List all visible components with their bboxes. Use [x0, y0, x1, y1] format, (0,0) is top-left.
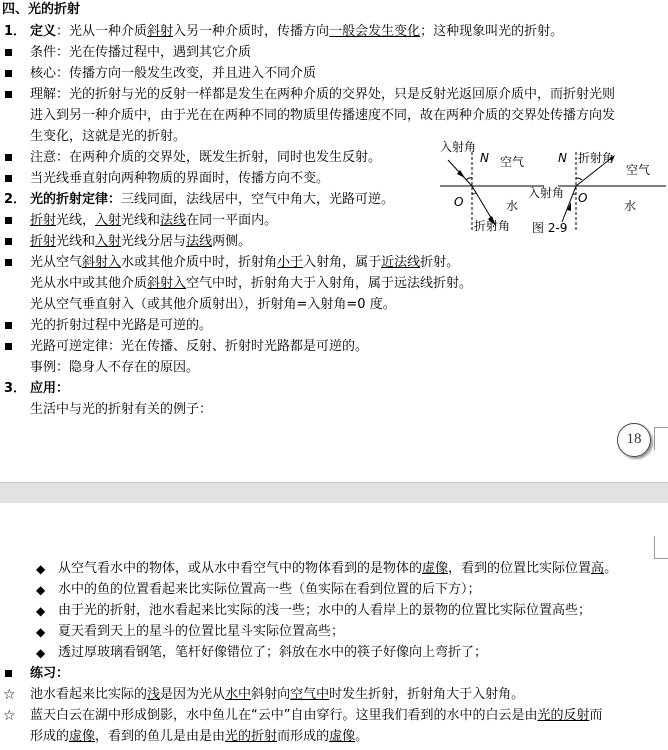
text: 光从空气 — [30, 255, 83, 270]
underlined-term: 虚像 — [69, 729, 96, 744]
underlined-term: 斜射入 — [82, 255, 122, 270]
diamond-bullet-icon: ◆ — [36, 583, 46, 597]
angle-arc — [466, 178, 472, 180]
underlined-term: 折射 — [30, 234, 57, 249]
page-corner-mark — [654, 536, 668, 559]
text: 光线和 — [121, 213, 161, 228]
text: 空气中时，折射角大于入射角，属于远法线折射。 — [186, 276, 473, 291]
condition-line: 条件：光在传播过程中，遇到其它介质 — [30, 45, 252, 60]
underlined-term: 光的折射 — [225, 729, 278, 744]
underlined-term: 法线 — [160, 213, 187, 228]
text: 光从水中或其他介质 — [30, 276, 148, 291]
example-item-5: 透过厚玻璃看钢笔，笔杆好像错位了；斜放在水中的筷子好像向上弯折了； — [58, 645, 488, 660]
diamond-bullet-icon: ◆ — [36, 646, 46, 660]
text: 光线分居与 — [121, 234, 187, 249]
refraction-diagram — [436, 140, 668, 240]
definition-text: 入另一种介质时，传播方向 — [173, 24, 330, 39]
text: 从空气看水中的物体，或从水中看空气中的物体看到的是物体的 — [58, 561, 423, 576]
definition-text: ：光从一种介质 — [56, 24, 148, 39]
figure-label: 图 2-9 — [532, 221, 568, 235]
example-line: 事例：隐身人不存在的原因。 — [30, 360, 200, 375]
application-label: 应用： — [30, 381, 70, 396]
text: 蓝天白云在湖中形成倒影，水中鱼儿在“云中”自由穿行。这里我们看到的水中的白云是由 — [30, 708, 538, 723]
underlined-term: 折射 — [30, 213, 57, 228]
incident-angle-label-left: 入射角 — [440, 140, 477, 154]
underlined-term: 水中 — [225, 687, 252, 702]
practice-question-2-line-2 — [30, 728, 368, 746]
text: 斜射向 — [251, 687, 291, 702]
example-item-4: 夏天看到天上的星斗的位置比星斗实际位置高些； — [58, 624, 345, 639]
air-to-water-line — [30, 254, 459, 272]
item-number-1: 1． — [4, 24, 27, 39]
life-examples-line: 生活中与光的折射有关的例子： — [30, 402, 213, 417]
item-number-2: 2． — [4, 192, 27, 207]
water-label-left: 水 — [506, 199, 519, 213]
water-to-air-line — [30, 275, 472, 293]
text: 而形成的 — [277, 729, 330, 744]
underlined-term: 入射 — [95, 213, 122, 228]
note-line: 注意：在两种介质的交界处，既发生折射，同时也发生反射。 — [30, 150, 382, 165]
bullet-square — [5, 217, 12, 224]
example-item-1 — [58, 560, 617, 578]
underlined-term: 光的反射 — [537, 708, 590, 723]
practice-question-2 — [30, 707, 603, 725]
bullet-square — [5, 175, 12, 182]
angle-arc — [472, 193, 476, 194]
coplanar-line — [30, 212, 277, 230]
diamond-bullet-icon: ◆ — [36, 604, 46, 618]
law-text: 三线同面，法线居中，空气中角大，光路可逆。 — [121, 192, 395, 207]
understanding-line-1: 理解：光的折射与光的反射一样都是发生在两种介质的交界处，只是反射光返回原介质中，而折射光则 — [30, 87, 616, 102]
bullet-square — [5, 91, 12, 98]
bullet-square — [5, 49, 12, 56]
normal-label-left: N — [480, 151, 489, 165]
page-number-badge: 18 — [617, 423, 651, 457]
text: 而 — [589, 708, 603, 723]
practice-question-1 — [30, 686, 524, 704]
underlined-term: 入射 — [95, 234, 122, 249]
page-corner-mark — [654, 427, 668, 450]
underlined-term: 小于 — [277, 255, 304, 270]
normal-label-right: N — [558, 151, 567, 165]
underlined-term: 浅 — [147, 687, 161, 702]
origin-label-left: O — [454, 195, 464, 209]
bullet-square — [5, 238, 12, 245]
origin-label-right: O — [578, 191, 588, 205]
text: 入射角，属于 — [303, 255, 382, 270]
air-label-left: 空气 — [500, 155, 525, 169]
page-2 — [0, 503, 668, 750]
incident-angle-label-right: 入射角 — [528, 186, 565, 200]
understanding-line-2: 进入到另一种介质中，由于光在在两种不同的物质里传播速度不同，故在两种介质的交界处传播方向发 — [30, 108, 616, 123]
refraction-angle-label-right: 折射角 — [578, 151, 615, 165]
perpendicular-line: 光从空气垂直射入（或其他介质射出），折射角=入射角=0 度。 — [30, 297, 396, 312]
text: 在同一平面内。 — [186, 213, 278, 228]
underlined-term: 法线 — [186, 234, 213, 249]
bullet-square — [5, 154, 12, 161]
sides-line — [30, 233, 251, 251]
bullet-square — [5, 322, 12, 329]
bullet-square — [5, 343, 12, 350]
text: 池水看起来比实际的 — [30, 687, 148, 702]
text: 形成的 — [30, 729, 70, 744]
text: 时发生折射，折射角大于入射角。 — [329, 687, 525, 702]
water-label-right: 水 — [624, 199, 637, 213]
reversible-line: 光的折射过程中光路是可逆的。 — [30, 318, 213, 333]
star-bullet-icon: ☆ — [3, 687, 16, 703]
page-gap — [0, 482, 668, 504]
text: 。 — [355, 729, 369, 744]
text: 两侧。 — [212, 234, 252, 249]
text: 光线和 — [56, 234, 96, 249]
underlined-term: 虚像 — [422, 561, 449, 576]
law-label: 光的折射定律： — [30, 192, 122, 207]
incident-ray-right — [562, 186, 576, 222]
refraction-angle-label-left: 折射角 — [474, 219, 511, 233]
definition-label: 定义 — [30, 24, 57, 39]
text: 光线， — [56, 213, 96, 228]
text: 水或其他介质中时，折射角 — [121, 255, 278, 270]
core-line: 核心：传播方向一般发生改变，并且进入不同介质 — [30, 66, 317, 81]
practice-label: 练习： — [30, 666, 70, 681]
underlined-term: 高 — [591, 561, 605, 576]
section-title: 四、光的折射 — [2, 2, 81, 17]
text: 是因为光从 — [160, 687, 226, 702]
understanding-line-3: 生变化，这就是光的折射。 — [30, 129, 187, 144]
bullet-square — [5, 670, 12, 677]
bullet-square — [5, 259, 12, 266]
underlined-term: 斜射入 — [147, 276, 187, 291]
air-label-right: 空气 — [626, 163, 651, 177]
item-number-3: 3． — [4, 381, 27, 396]
example-item-2: 水中的鱼的位置看起来比实际位置高一些（鱼实际在看到位置的后下方）； — [58, 582, 481, 597]
definition-line — [30, 23, 563, 41]
example-item-3: 由于光的折射，池水看起来比实际的浅一些；水中的人看岸上的景物的位置比实际位置高些； — [58, 603, 592, 618]
underlined-term: 近法线 — [381, 255, 421, 270]
text: 。 — [604, 561, 618, 576]
underlined-term: 虚像 — [329, 729, 356, 744]
diamond-bullet-icon: ◆ — [36, 625, 46, 639]
text: ，看到的鱼儿是由是由 — [95, 729, 226, 744]
law-line — [30, 191, 394, 209]
reversible-principle-line: 光路可逆定律：光在传播、反射、折射时光路都是可逆的。 — [30, 339, 369, 354]
definition-underline: 斜射 — [147, 24, 174, 39]
diamond-bullet-icon: ◆ — [36, 562, 46, 576]
text: ，看到的位置比实际位置 — [448, 561, 592, 576]
star-bullet-icon: ☆ — [3, 708, 16, 724]
vertical-line: 当光线垂直射向两种物质的界面时，传播方向不变。 — [30, 171, 330, 186]
definition-underline: 一般会发生变化 — [329, 24, 421, 39]
bullet-square — [5, 70, 12, 77]
definition-text: ；这种现象叫光的折射。 — [420, 24, 564, 39]
underlined-term: 空气中 — [290, 687, 330, 702]
angle-arc — [576, 178, 582, 180]
text: 折射。 — [420, 255, 460, 270]
